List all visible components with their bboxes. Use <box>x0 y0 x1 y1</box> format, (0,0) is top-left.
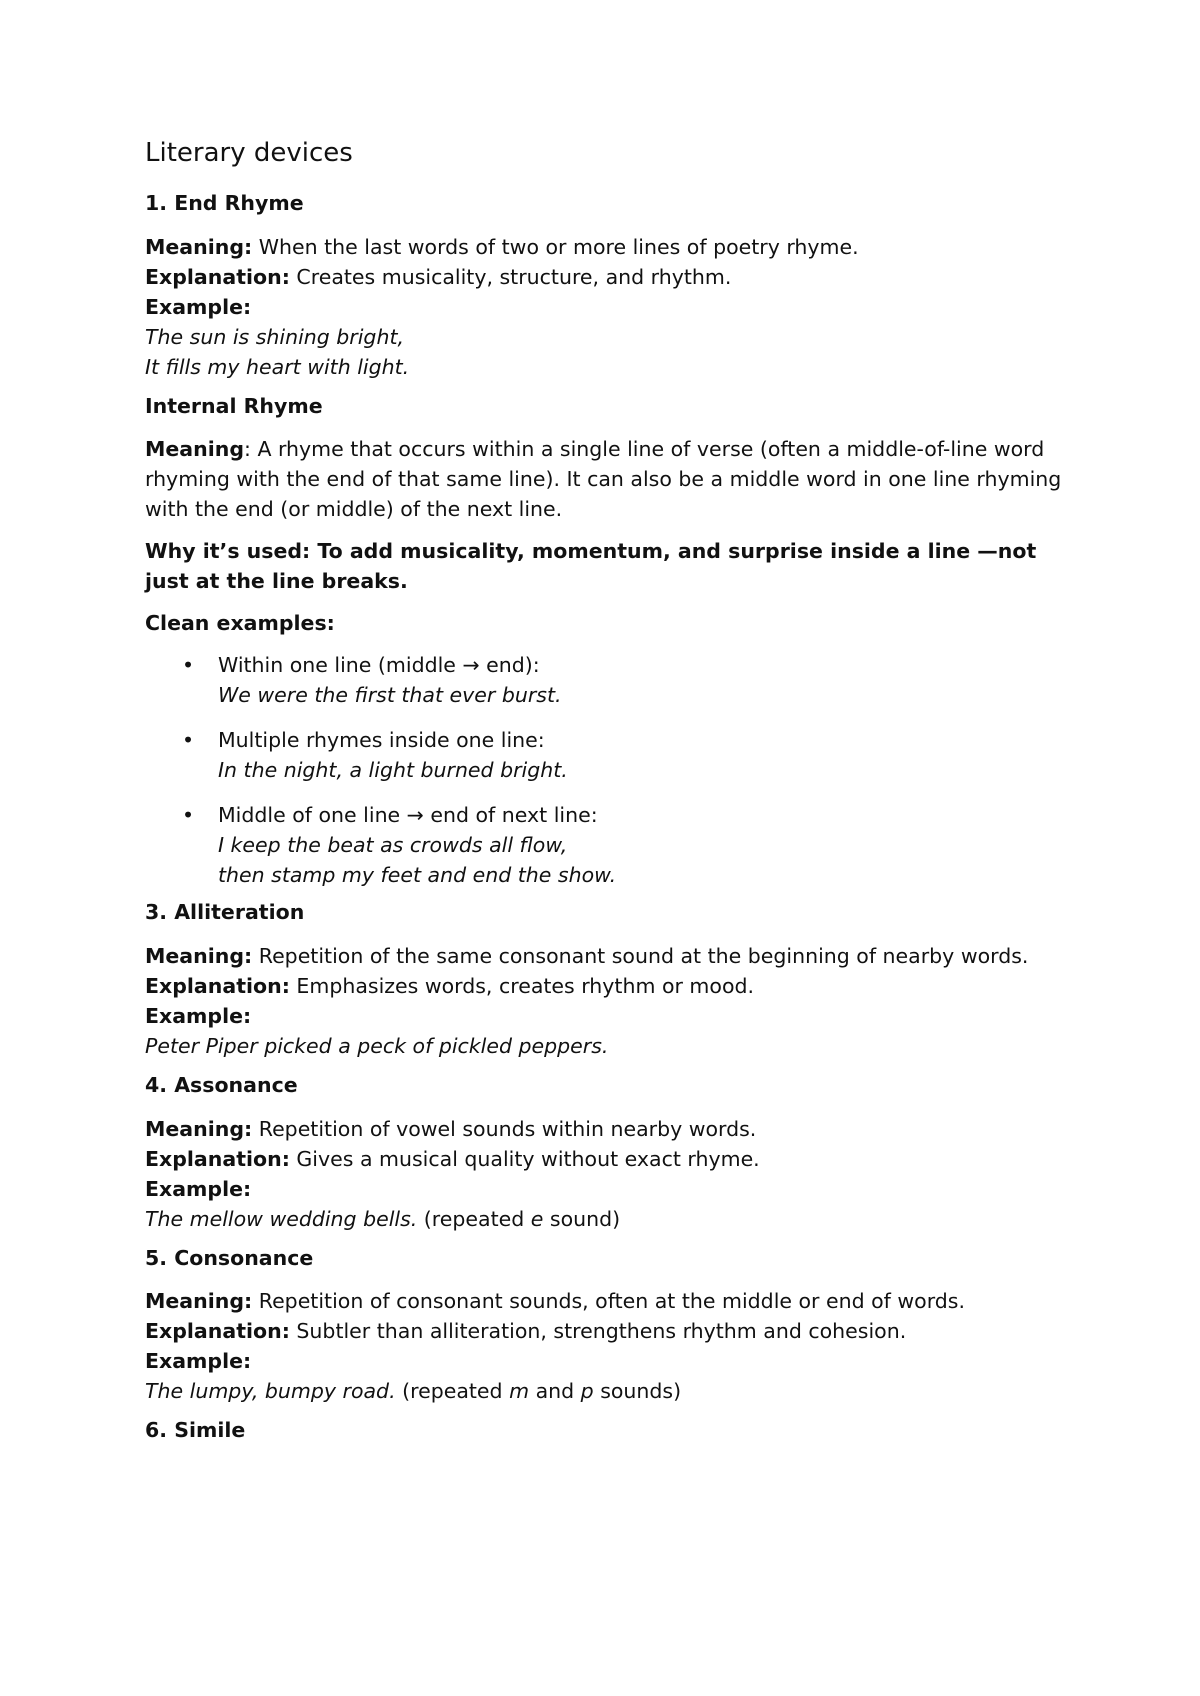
example-line <box>145 1376 1085 1406</box>
examples-label: Clean examples: <box>145 611 335 636</box>
list-item <box>145 800 1085 890</box>
section-heading: 4. Assonance <box>145 1073 298 1098</box>
list-item-text: Multiple rhymes inside one line: <box>218 728 545 753</box>
example-text: The mellow wedding bells. <box>145 1206 418 1231</box>
example-note: sound) <box>543 1206 621 1231</box>
meaning-paragraph <box>145 434 1085 524</box>
example-label: Example: <box>145 1004 252 1029</box>
list-item-example: In the night, a light burned bright. <box>218 758 568 783</box>
bullet-icon: • <box>182 653 195 678</box>
section-alliteration <box>145 900 1085 1061</box>
list-item-text: Middle of one line → end of next line: <box>218 803 598 828</box>
meaning-line <box>145 1114 1085 1144</box>
meaning-text: Repetition of the same consonant sound at the beginning of nearby words. <box>252 944 1029 969</box>
bullet-icon: • <box>182 728 195 753</box>
meaning-text: Repetition of consonant sounds, often at the middle or end of words. <box>252 1289 965 1314</box>
example-line: The sun is shining bright, <box>145 324 404 349</box>
list-item <box>145 725 1085 785</box>
list-item-example: then stamp my feet and end the show. <box>218 863 617 888</box>
section-heading: 3. Alliteration <box>145 900 305 925</box>
meaning-label: Meaning: <box>145 234 253 259</box>
explanation-label: Explanation: <box>145 1146 290 1171</box>
example-text: The lumpy, bumpy road. <box>145 1379 396 1404</box>
list-item-example: We were the first that ever burst. <box>218 683 562 708</box>
example-note: (repeated <box>395 1379 510 1404</box>
example-line: Peter Piper picked a peck of pickled peppers. <box>145 1034 609 1059</box>
meaning-line <box>145 232 1085 262</box>
examples-list <box>145 650 1085 890</box>
meaning-text: Repetition of vowel sounds within nearby words. <box>252 1116 757 1141</box>
example-note: sounds) <box>593 1379 682 1404</box>
meaning-label: Meaning <box>145 437 245 462</box>
section-heading: 6. Simile <box>145 1418 246 1443</box>
list-item <box>145 650 1085 710</box>
explanation-text: Gives a musical quality without exact rhyme. <box>289 1146 760 1171</box>
section-end-rhyme <box>145 191 1085 382</box>
example-line <box>145 1204 1085 1234</box>
example-label: Example: <box>145 1349 252 1374</box>
document-page <box>145 138 1085 1459</box>
section-heading: 5. Consonance <box>145 1245 314 1270</box>
explanation-label: Explanation: <box>145 264 290 289</box>
meaning-line <box>145 941 1085 971</box>
example-label: Example: <box>145 1176 252 1201</box>
meaning-label: Meaning: <box>145 1116 253 1141</box>
explanation-line <box>145 1144 1085 1174</box>
example-label: Example: <box>145 294 252 319</box>
example-note-letter: e <box>530 1206 544 1231</box>
section-simile <box>145 1418 1085 1444</box>
list-item-text: Within one line (middle → end): <box>218 653 540 678</box>
why-label: Why it’s used: <box>145 539 311 564</box>
explanation-label: Explanation: <box>145 1319 290 1344</box>
explanation-line <box>145 1316 1085 1346</box>
bullet-icon: • <box>182 803 195 828</box>
meaning-label: Meaning: <box>145 1289 253 1314</box>
example-note: and <box>529 1379 581 1404</box>
section-heading: Internal Rhyme <box>145 393 323 418</box>
example-line: It fills my heart with light. <box>145 354 410 379</box>
why-text: To add musicality, momentum, and surprise inside a line —not just at the line breaks. <box>145 539 1037 594</box>
explanation-label: Explanation: <box>145 974 290 999</box>
section-internal-rhyme <box>145 394 1085 891</box>
example-note-letter: p <box>580 1379 594 1404</box>
list-item-example: I keep the beat as crowds all flow, <box>218 833 568 858</box>
meaning-text: When the last words of two or more lines of poetry rhyme. <box>252 234 859 259</box>
explanation-text: Subtler than alliteration, strengthens rhythm and cohesion. <box>289 1319 907 1344</box>
explanation-text: Creates musicality, structure, and rhythm. <box>289 264 732 289</box>
example-note-letter: m <box>509 1379 530 1404</box>
example-note: (repeated <box>417 1206 531 1231</box>
why-used-paragraph <box>145 536 1085 596</box>
explanation-line <box>145 262 1085 292</box>
section-consonance <box>145 1246 1085 1407</box>
meaning-line <box>145 1286 1085 1316</box>
document-title: Literary devices <box>145 138 353 168</box>
explanation-text: Emphasizes words, creates rhythm or mood. <box>289 974 755 999</box>
explanation-line <box>145 971 1085 1001</box>
section-heading: 1. End Rhyme <box>145 191 304 216</box>
meaning-text: : A rhyme that occurs within a single line of verse (often a middle-of-line word rhyming with the end of that same line). It can also be a middle word in one line rhyming with the end (or middle) of the next line. <box>145 437 1062 522</box>
meaning-label: Meaning: <box>145 944 253 969</box>
section-assonance <box>145 1073 1085 1234</box>
